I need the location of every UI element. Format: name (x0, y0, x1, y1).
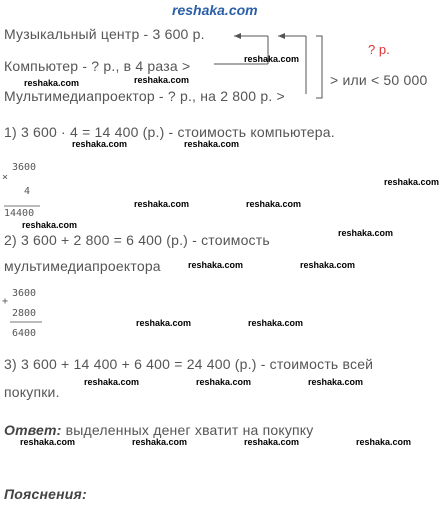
explanation-label: Пояснения: (4, 486, 87, 502)
column-add-sign: + (2, 296, 9, 307)
condition-line-1: Музыкальный центр - 3 600 р. (4, 26, 205, 42)
watermark: reshaka.com (308, 377, 364, 387)
watermark: reshaka.com (24, 78, 80, 88)
step-2-text-line-1: 2) 3 600 + 2 800 = 6 400 (р.) - стоимость (4, 232, 270, 248)
watermark: reshaka.com (22, 220, 78, 230)
watermark: reshaka.com (20, 437, 76, 447)
watermark: reshaka.com (72, 139, 128, 149)
step-1-text: 1) 3 600 · 4 = 14 400 (р.) - стоимость компьютера. (4, 124, 335, 140)
watermark: reshaka.com (244, 54, 300, 64)
column-mult-sign: × (2, 172, 9, 183)
watermark: reshaka.com (132, 437, 188, 447)
watermark: reshaka.com (134, 199, 190, 209)
answer-line (4, 422, 313, 438)
watermark: reshaka.com (248, 318, 304, 328)
watermark-top: reshaka.com (172, 2, 258, 18)
column-mult-factor: 4 (24, 186, 31, 197)
condition-line-2: Компьютер - ? р., в 4 раза > (4, 58, 191, 74)
comparison-label: > или < 50 000 (330, 72, 428, 88)
question-mark-price: ? р. (368, 42, 390, 57)
condition-line-3: Мультимедиапроектор - ? р., на 2 800 р. > (4, 88, 285, 104)
watermark: reshaka.com (188, 260, 244, 270)
column-mult-top: 3600 (12, 162, 37, 173)
watermark: reshaka.com (244, 437, 300, 447)
column-add-result: 6400 (12, 328, 37, 339)
watermark: reshaka.com (196, 377, 252, 387)
answer-text: выделенных денег хватит на покупку (65, 422, 314, 438)
watermark: reshaka.com (356, 437, 412, 447)
column-add-top: 3600 (12, 288, 37, 299)
column-add-bottom: 2800 (12, 308, 37, 319)
watermark: reshaka.com (136, 318, 192, 328)
watermark: reshaka.com (300, 260, 356, 270)
watermark: reshaka.com (184, 139, 240, 149)
step-3-text-line-2: покупки. (4, 384, 60, 400)
step-3-text-line-1: 3) 3 600 + 14 400 + 6 400 = 24 400 (р.) - стоимость всей (4, 356, 374, 372)
watermark: reshaka.com (246, 199, 302, 209)
watermark: reshaka.com (384, 177, 440, 187)
column-mult-result: 14400 (4, 208, 35, 219)
step-2-text-line-2: мультимедиапроектора (4, 258, 161, 274)
watermark: reshaka.com (338, 228, 394, 238)
answer-label: Ответ: (4, 422, 62, 438)
watermark: reshaka.com (134, 75, 190, 85)
watermark: reshaka.com (84, 377, 140, 387)
